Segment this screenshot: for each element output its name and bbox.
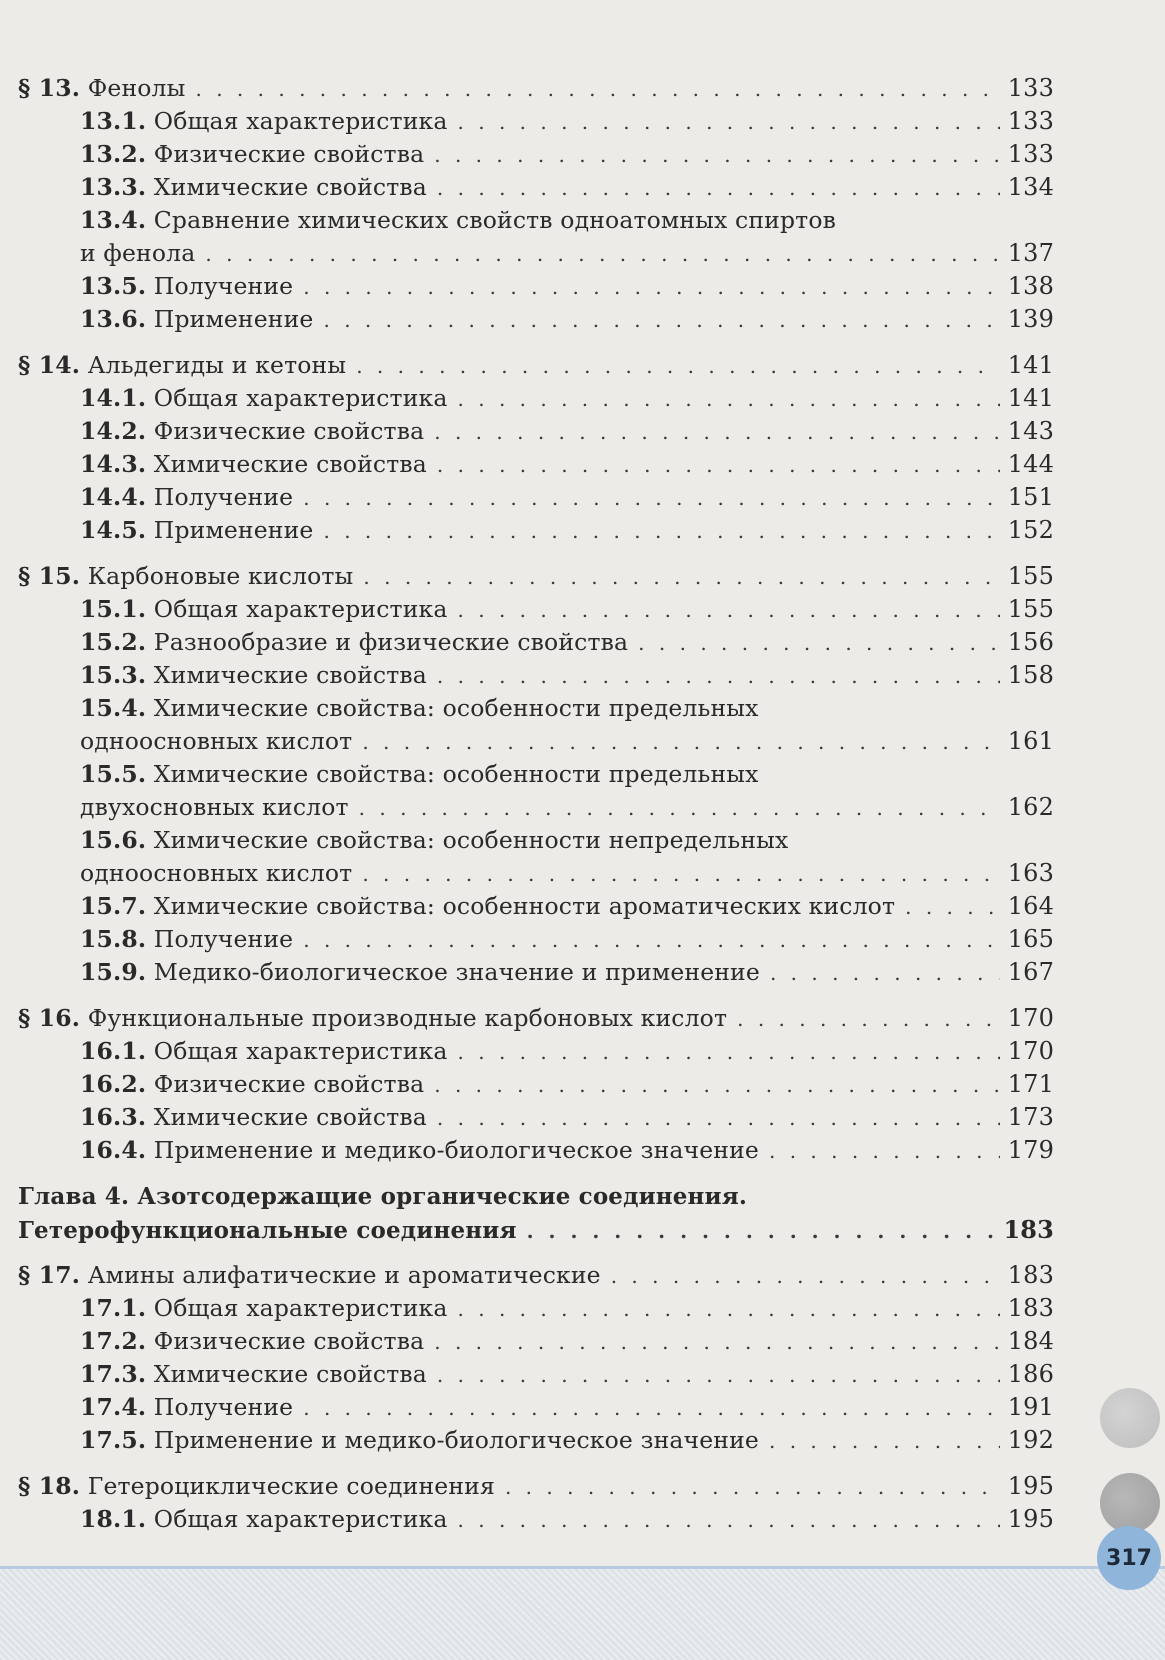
toc-entry-title: и фенола xyxy=(80,239,196,267)
toc-entry-label xyxy=(80,791,349,824)
toc-entry xyxy=(18,956,1054,989)
toc-entry-label xyxy=(80,1424,759,1457)
toc-entry xyxy=(18,448,1054,481)
toc-entry-number: 14.3. xyxy=(80,450,147,478)
toc-entry-number: 17.1. xyxy=(80,1294,147,1322)
toc-entry-title: одноосновных кислот xyxy=(80,859,353,887)
toc-entry-label xyxy=(18,349,346,382)
toc-entry-page: 170 xyxy=(1007,1004,1054,1032)
toc-entry-number: § 16. xyxy=(18,1004,81,1032)
toc-leader-dots xyxy=(324,515,1000,548)
toc-entry-number: § 15. xyxy=(18,562,81,590)
toc-entry-title: Химические свойства xyxy=(153,1103,427,1131)
toc-entry-title: Химические свойства: особенности предельных xyxy=(153,694,759,722)
toc-leader-dots xyxy=(434,1069,999,1102)
toc-entry xyxy=(18,204,1054,237)
toc-entry-page: 183 xyxy=(1003,1215,1054,1244)
toc-entry-page: 152 xyxy=(1007,516,1054,544)
toc-entry-label xyxy=(80,593,448,626)
toc-entry-page: 183 xyxy=(1007,1294,1054,1322)
toc-entry-page: 133 xyxy=(1007,74,1054,102)
toc-leader-dots xyxy=(437,449,1000,482)
toc-entry-number: 15.3. xyxy=(80,661,147,689)
toc-entry-number: 16.1. xyxy=(80,1037,147,1065)
toc-leader-dots xyxy=(434,416,999,449)
toc-entry-number: 15.9. xyxy=(80,958,147,986)
toc-entry xyxy=(18,514,1054,547)
toc-entry-number: § 14. xyxy=(18,351,81,379)
toc-entry xyxy=(18,1180,1054,1213)
toc-entry-title: Химические свойства xyxy=(153,661,427,689)
toc-entry-number: § 18. xyxy=(18,1472,81,1500)
toc-entry xyxy=(18,1391,1054,1424)
toc-leader-dots xyxy=(434,139,999,172)
toc-entry-title: Применение и медико-биологическое значение xyxy=(153,1136,759,1164)
toc-entry-title: Применение и медико-биологическое значение xyxy=(153,1426,759,1454)
toc-entry xyxy=(18,382,1054,415)
toc-entry-page: 155 xyxy=(1007,562,1054,590)
toc-entry-page: 141 xyxy=(1007,384,1054,412)
toc-entry-label xyxy=(80,758,759,791)
toc-entry-page: 139 xyxy=(1007,305,1054,333)
toc-entry xyxy=(18,1503,1054,1536)
toc-entry-page: 163 xyxy=(1007,859,1054,887)
toc-entry-title: Получение xyxy=(153,1393,294,1421)
toc-entry xyxy=(18,890,1054,923)
toc-entry-number: 13.4. xyxy=(80,206,147,234)
toc-leader-dots xyxy=(324,304,1000,337)
toc-entry-number: 14.5. xyxy=(80,516,147,544)
toc-leader-dots xyxy=(769,1135,1000,1168)
toc-entry-label xyxy=(80,1101,427,1134)
toc-leader-dots xyxy=(458,594,1000,627)
toc-entry-label xyxy=(18,1180,747,1213)
toc-leader-dots xyxy=(769,1425,1000,1458)
toc-entry-page: 141 xyxy=(1007,351,1054,379)
toc-entry-label xyxy=(80,303,314,336)
toc-entry-title: двухосновных кислот xyxy=(80,793,349,821)
toc-entry-page: 191 xyxy=(1007,1393,1054,1421)
toc-entry-label xyxy=(80,138,424,171)
toc-leader-dots xyxy=(458,106,1000,139)
toc-leader-dots xyxy=(770,957,1000,990)
toc-entry xyxy=(18,824,1054,857)
toc-entry-number: 15.5. xyxy=(80,760,147,788)
toc-entry xyxy=(18,415,1054,448)
toc-entry-number: 13.1. xyxy=(80,107,147,135)
toc-entry-title: Общая характеристика xyxy=(153,107,448,135)
decorative-circle-light xyxy=(1100,1388,1160,1448)
toc-leader-dots xyxy=(359,792,1000,825)
toc-leader-dots xyxy=(458,383,1000,416)
toc-entry-number: 14.1. xyxy=(80,384,147,412)
toc-entry-title: Химические свойства: особенности ароматических кислот xyxy=(153,892,896,920)
toc-entry xyxy=(18,659,1054,692)
toc-entry xyxy=(18,270,1054,303)
toc-entry-title: Гетерофункциональные соединения xyxy=(18,1217,517,1244)
toc-entry-label xyxy=(80,1068,424,1101)
toc-entry-label xyxy=(80,1134,759,1167)
toc-entry-label xyxy=(18,1214,517,1247)
toc-entry-page: 186 xyxy=(1007,1360,1054,1388)
toc-entry-number: 14.4. xyxy=(80,483,147,511)
toc-entry-title: Медико-биологическое значение и применение xyxy=(153,958,760,986)
toc-entry-page: 155 xyxy=(1007,595,1054,623)
toc-entry-label xyxy=(80,1035,448,1068)
toc-leader-dots xyxy=(458,1504,1000,1537)
toc-entry xyxy=(18,857,1054,890)
toc-entry-number: 13.2. xyxy=(80,140,147,168)
toc-entry-title: Физические свойства xyxy=(153,417,425,445)
toc-entry-label xyxy=(80,204,836,237)
toc-entry xyxy=(18,725,1054,758)
toc-entry-number: 18.1. xyxy=(80,1505,147,1533)
toc-entry-number: 17.2. xyxy=(80,1327,147,1355)
toc-entry-number: 15.6. xyxy=(80,826,147,854)
toc-entry-label xyxy=(18,1002,727,1035)
toc-entry-title: Получение xyxy=(153,483,294,511)
toc-entry-title: Гетероциклические соединения xyxy=(87,1472,495,1500)
toc-entry xyxy=(18,1424,1054,1457)
toc-entry-number: 15.4. xyxy=(80,694,147,722)
toc-entry-page: 162 xyxy=(1007,793,1054,821)
toc-entry-page: 179 xyxy=(1007,1136,1054,1164)
toc-leader-dots xyxy=(362,858,999,891)
toc-entry-title: Разнообразие и физические свойства xyxy=(153,628,629,656)
toc-leader-dots xyxy=(437,660,1000,693)
toc-leader-dots xyxy=(611,1260,1000,1293)
toc-entry-title: Химические свойства xyxy=(153,450,427,478)
toc-entry-label xyxy=(80,382,448,415)
toc-leader-dots xyxy=(458,1293,1000,1326)
toc-entry-number: 17.3. xyxy=(80,1360,147,1388)
toc-entry-title: Физические свойства xyxy=(153,140,425,168)
toc-leader-dots xyxy=(437,1359,1000,1392)
toc-entry-number: 15.1. xyxy=(80,595,147,623)
toc-entry-page: 161 xyxy=(1007,727,1054,755)
toc-leader-dots xyxy=(303,271,1000,304)
toc-entry-title: Применение xyxy=(153,305,314,333)
page-number: 317 xyxy=(1097,1526,1161,1590)
toc-entry xyxy=(18,1292,1054,1325)
toc-entry-page: 133 xyxy=(1007,140,1054,168)
toc-leader-dots xyxy=(905,891,1000,924)
toc-entry xyxy=(18,1470,1054,1503)
toc-entry xyxy=(18,560,1054,593)
toc-entry-title: Общая характеристика xyxy=(153,384,448,412)
toc-entry-number: 16.2. xyxy=(80,1070,147,1098)
toc-entry-page: 170 xyxy=(1007,1037,1054,1065)
toc-entry-label xyxy=(80,171,427,204)
toc-entry-page: 183 xyxy=(1007,1261,1054,1289)
toc-entry-label xyxy=(80,270,293,303)
toc-entry-label xyxy=(80,725,352,758)
toc-entry-page: 173 xyxy=(1007,1103,1054,1131)
toc-entry-label xyxy=(80,1325,424,1358)
footer-band xyxy=(0,1566,1165,1660)
toc-entry xyxy=(18,923,1054,956)
decorative-circle-dark xyxy=(1100,1473,1160,1533)
toc-entry-page: 192 xyxy=(1007,1426,1054,1454)
toc-entry-page: 184 xyxy=(1007,1327,1054,1355)
toc-entry-title: Применение xyxy=(153,516,314,544)
toc-entry-title: Фенолы xyxy=(87,74,186,102)
toc-entry-number: 15.7. xyxy=(80,892,147,920)
toc-entry-label xyxy=(80,890,895,923)
toc-entry-number: 14.2. xyxy=(80,417,147,445)
toc-entry-label xyxy=(18,1470,495,1503)
toc-entry-number: 15.8. xyxy=(80,925,147,953)
toc-leader-dots xyxy=(434,1326,999,1359)
toc-entry-title: Общая характеристика xyxy=(153,1294,448,1322)
toc-entry-label xyxy=(80,105,448,138)
toc-leader-dots xyxy=(362,726,999,759)
toc-leader-dots xyxy=(505,1471,1000,1504)
toc-entry-title: Общая характеристика xyxy=(153,1505,448,1533)
toc-entry-page: 195 xyxy=(1007,1505,1054,1533)
toc-entry-number: 13.6. xyxy=(80,305,147,333)
toc-leader-dots xyxy=(527,1215,996,1248)
toc-entry-page: 158 xyxy=(1007,661,1054,689)
toc-entry-number: 17.4. xyxy=(80,1393,147,1421)
toc-entry-page: 156 xyxy=(1007,628,1054,656)
toc-entry-title: Карбоновые кислоты xyxy=(87,562,354,590)
toc-leader-dots xyxy=(303,924,1000,957)
toc-entry xyxy=(18,1358,1054,1391)
toc-entry-label xyxy=(80,659,427,692)
toc-entry-title: Амины алифатические и ароматические xyxy=(87,1261,601,1289)
toc-entry xyxy=(18,303,1054,336)
toc-entry xyxy=(18,593,1054,626)
toc-entry-label xyxy=(80,923,293,956)
toc-entry xyxy=(18,1134,1054,1167)
toc-entry-label xyxy=(80,1503,448,1536)
toc-entry-number: 17.5. xyxy=(80,1426,147,1454)
toc-entry-page: 164 xyxy=(1007,892,1054,920)
toc-entry xyxy=(18,237,1054,270)
toc-entry xyxy=(18,791,1054,824)
toc-entry-label xyxy=(80,237,195,270)
toc-entry-title: Получение xyxy=(153,272,294,300)
toc-entry xyxy=(18,105,1054,138)
toc-leader-dots xyxy=(356,350,1000,383)
toc-entry-label xyxy=(80,415,424,448)
toc-entry-page: 165 xyxy=(1007,925,1054,953)
toc-entry-page: 133 xyxy=(1007,107,1054,135)
toc-entry xyxy=(18,1325,1054,1358)
toc-entry-number: 16.3. xyxy=(80,1103,147,1131)
toc-entry-label xyxy=(80,1358,427,1391)
toc-leader-dots xyxy=(363,561,999,594)
toc-entry-number: § 17. xyxy=(18,1261,81,1289)
toc-entry-title: Химические свойства: особенности непредельных xyxy=(153,826,789,854)
toc-entry-label xyxy=(80,692,759,725)
toc-entry-label xyxy=(80,1292,448,1325)
toc-entry-label xyxy=(18,72,186,105)
toc-entry xyxy=(18,1068,1054,1101)
toc-leader-dots xyxy=(638,627,1000,660)
toc-entry-number: 13.3. xyxy=(80,173,147,201)
toc-entry xyxy=(18,171,1054,204)
toc-entry xyxy=(18,138,1054,171)
toc-entry-page: 167 xyxy=(1007,958,1054,986)
toc-entry-label xyxy=(80,857,352,890)
toc-entry-title: Сравнение химических свойств одноатомных спиртов xyxy=(153,206,837,234)
toc-entry-title: Получение xyxy=(153,925,294,953)
toc-entry-label xyxy=(80,1391,293,1424)
toc-entry-title: Общая характеристика xyxy=(153,595,448,623)
toc-entry xyxy=(18,349,1054,382)
toc-entry xyxy=(18,1213,1054,1246)
toc-entry-label xyxy=(80,824,788,857)
toc-leader-dots xyxy=(196,73,1000,106)
toc-entry-page: 151 xyxy=(1007,483,1054,511)
toc-entry-page: 143 xyxy=(1007,417,1054,445)
toc-entry-page: 144 xyxy=(1007,450,1054,478)
toc-entry-page: 134 xyxy=(1007,173,1054,201)
toc-leader-dots xyxy=(303,1392,1000,1425)
toc-entry xyxy=(18,1101,1054,1134)
toc-entry-label xyxy=(18,1259,601,1292)
toc-leader-dots xyxy=(437,172,1000,205)
toc-entry-number: 16.4. xyxy=(80,1136,147,1164)
toc-entry-label xyxy=(80,626,628,659)
toc-entry xyxy=(18,481,1054,514)
toc-entry xyxy=(18,1259,1054,1292)
toc-entry xyxy=(18,1002,1054,1035)
toc-entry-title: Функциональные производные карбоновых кислот xyxy=(87,1004,728,1032)
toc-entry xyxy=(18,758,1054,791)
toc-entry-page: 171 xyxy=(1007,1070,1054,1098)
toc-entry-title: Альдегиды и кетоны xyxy=(87,351,347,379)
toc-entry-label xyxy=(18,560,353,593)
table-of-contents xyxy=(18,72,1054,1536)
toc-entry-number: 13.5. xyxy=(80,272,147,300)
toc-entry xyxy=(18,626,1054,659)
toc-leader-dots xyxy=(458,1036,1000,1069)
toc-entry-label xyxy=(80,481,293,514)
toc-entry-number: § 13. xyxy=(18,74,81,102)
toc-leader-dots xyxy=(737,1003,1000,1036)
toc-entry-page: 137 xyxy=(1007,239,1054,267)
toc-entry-label xyxy=(80,448,427,481)
toc-entry-title: одноосновных кислот xyxy=(80,727,353,755)
toc-leader-dots xyxy=(303,482,1000,515)
toc-leader-dots xyxy=(437,1102,1000,1135)
toc-entry-label xyxy=(80,956,760,989)
toc-entry-title: Общая характеристика xyxy=(153,1037,448,1065)
toc-entry xyxy=(18,72,1054,105)
toc-entry-title: Химические свойства xyxy=(153,173,427,201)
toc-entry xyxy=(18,1035,1054,1068)
toc-entry-title: Глава 4. Азотсодержащие органические соединения. xyxy=(18,1183,748,1210)
toc-entry-page: 195 xyxy=(1007,1472,1054,1500)
toc-entry-title: Физические свойства xyxy=(153,1070,425,1098)
toc-entry-number: 15.2. xyxy=(80,628,147,656)
toc-entry-title: Физические свойства xyxy=(153,1327,425,1355)
toc-entry xyxy=(18,692,1054,725)
toc-entry-page: 138 xyxy=(1007,272,1054,300)
toc-entry-title: Химические свойства xyxy=(153,1360,427,1388)
toc-entry-title: Химические свойства: особенности предельных xyxy=(153,760,759,788)
toc-leader-dots xyxy=(205,238,999,271)
toc-entry-label xyxy=(80,514,314,547)
